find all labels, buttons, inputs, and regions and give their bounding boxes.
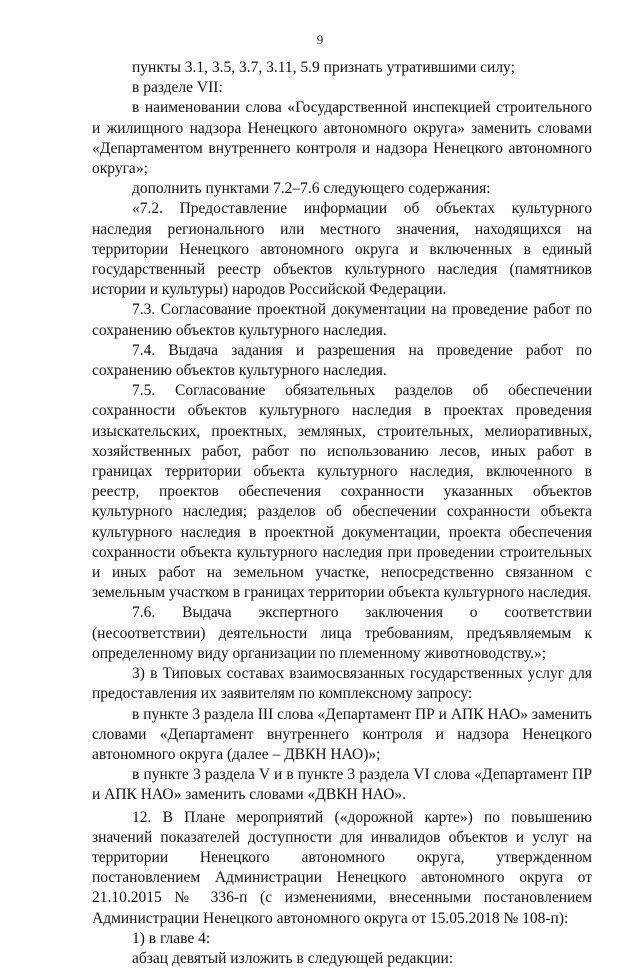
paragraph-section-vii: в разделе VII: bbox=[132, 79, 223, 97]
page-number: 9 bbox=[316, 32, 324, 47]
paragraph-section-iii: в пункте 3 раздела III слова «Департамент ПР и АПК НАО» заменить словами «Департамент внутреннего контроля и надзора Ненецкого автономного округа (далее – ДВКН НАО)»; bbox=[92, 705, 592, 763]
paragraph-typical-compositions: 3) в Типовых составах взаимосвязанных государственных услуг для предоставления их заявителям по комплексному запросу: bbox=[92, 665, 592, 703]
paragraph-roadmap: 12. В Плане мероприятий («дорожной карте») по повышению значений показателей доступности для инвалидов объектов и услуг на территории Ненецкого автономного округа, утвержденном постановлением Администрации Ненецкого автономного округа от 21.10.2015 № 336-п (с изменениями, внесенными постановлением Администрации Ненецкого автономного округа от 15.05.2018 № 108-п): bbox=[92, 808, 592, 927]
paragraph-item-7-2: «7.2. Предоставление информации об объектах культурного наследия регионального или местного значения, находящихся на территории Ненецкого автономного округа и включенных в единый государственный реестр объектов культурного наследия (памятников истории и культуры) народов Российской Федерации. bbox=[92, 200, 592, 299]
paragraph-section-v-vi: в пункте 3 раздела V и в пункте 3 раздела VI слова «Департамент ПР и АПК НАО» заменить словами «ДВКН НАО». bbox=[92, 766, 592, 804]
paragraph-name-replacement: в наименовании слова «Государственной инспекцией строительного и жилищного надзора Ненецкого автономного округа» заменить словами «Департаментом внутреннего контроля и надзора Ненецкого автономного округа»; bbox=[92, 99, 592, 178]
paragraph-item-7-6: 7.6. Выдача экспертного заключения о соответствии (несоответствии) деятельности лица требованиям, предъявляемым к определенному виду организации по племенному животноводству.»; bbox=[92, 604, 592, 662]
paragraph-item-7-4: 7.4. Выдача задания и разрешения на проведение работ по сохранению объектов культурного наследия. bbox=[92, 341, 592, 380]
paragraph-chapter-4: 1) в главе 4: bbox=[132, 929, 211, 947]
paragraph-ninth-abzac: абзац девятый изложить в следующей редакции: bbox=[132, 949, 454, 967]
paragraph-add-points: дополнить пунктами 7.2–7.6 следующего содержания: bbox=[132, 180, 491, 198]
paragraph-item-7-3: 7.3. Согласование проектной документации на проведение работ по сохранению объектов культурного наследия. bbox=[92, 301, 592, 339]
paragraph-item-7-5: 7.5. Согласование обязательных разделов об обеспечении сохранности объектов культурного наследия в проектах проведения изыскательских, проектных, земляных, строительных, мелиоративных, хозяйственных работ, работ по использованию лесов, иных работ в границах территории объекта культурного наследия, включенного в реестр, проектов обеспечения сохранности указанных объектов культурного наследия; разделов об обеспечении сохранности объекта культурного наследия в проектной документации, проекта обеспечения сохранности объекта культурного наследия при проведении строительных и иных работ на земельном участке, непосредственно связанном с земельным участком в границах территории объекта культурного наследия. bbox=[92, 382, 592, 602]
paragraph-points-invalidated: пункты 3.1, 3.5, 3.7, 3.11, 5.9 признать утратившими силу; bbox=[132, 59, 515, 76]
document-body bbox=[92, 58, 592, 969]
